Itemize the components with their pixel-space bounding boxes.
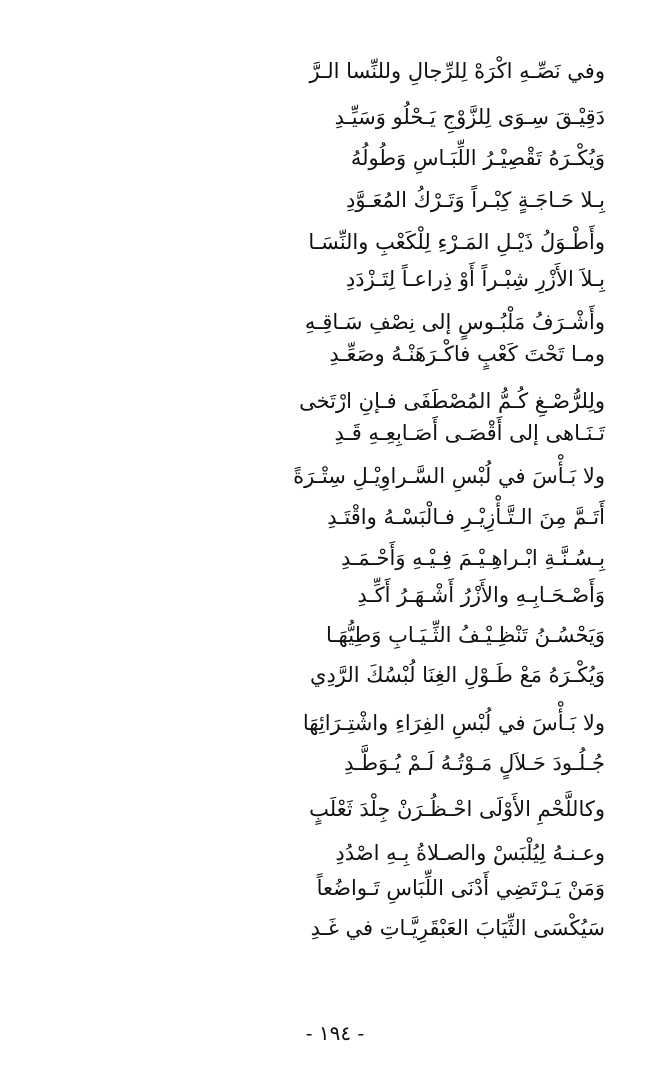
poem-line: وأَشْـرَفُ مَلْبُـوسٍ إلى نِصْفِ سَـاقِـهِ	[304, 310, 605, 334]
poem-line: وفي نَصِّـهِ اكْرَهْ لِلرِّجالِ وللنِّسا الـرَّ	[309, 59, 605, 83]
poem-line: وَيُكْـرَهُ مَعْ طَـوْلِ الغِنَا لُبْسُكَ الرَّدِي	[310, 663, 605, 687]
poem-line: وعـنـهُ لِيُلْبَسْ والصـلاةُ بِـهِ اصْدُدِ	[335, 841, 605, 865]
poem-line: دَقِيْـقَ سِـوَى لِلزَّوْجِ يَـحْلُو وَسَيِّـدِ	[334, 105, 605, 129]
poem-line: وكاللَّحْمِ الأَوْلَى احْـظُـرَنْ جِلْدَ ثَعْلَبٍ	[309, 797, 605, 821]
poem-line: تَـنَـاهى إلى أَقْصَـى أَصَـابِعِـهِ قَـدِ	[334, 421, 605, 445]
poem-line: بِـلا حَـاجَـةٍ كِبْـراً وَتَـرْكُ المُعَـوَّدِ	[346, 188, 605, 212]
poem-line: ومـا تَحْتَ كَعْبٍ فاكْـرَهَنْـهُ وصَعِّـدِ	[329, 342, 605, 366]
poem-line: سَيُكْسَى الثِّيَابَ العَبْقَرِيَّـاتِ في غَـدِ	[310, 916, 605, 940]
poem-line: بِـلاَ الأَزْرِ شِبْـراً أَوْ ذِراعـاً لِتَـزْدَدِ	[345, 267, 605, 291]
poem-line: وَمَنْ يَـرْتَضِي أَدْنَى اللِّبَاسِ تَـواضُعاً	[316, 876, 605, 900]
poem-line: وَأَصْـحَـابِـهِ والأَزْرُ أَشْـهَـرُ أَكِّـدِ	[357, 583, 605, 607]
poem-line: وَيَحْسُـنُ تَنْظِـيْـفُ الثِّـيَـابِ وَطِيُّهَـا	[325, 623, 605, 647]
page-number: - ١٩٤ -	[305, 1021, 365, 1045]
poem-line: ولا بَـأْسَ في لُبْسِ الفِرَاءِ واشْتِـرَائِهَا	[302, 711, 605, 735]
poem-line: أَتَـمَّ مِنَ الـتَّـأْزِيْـرِ فـالْبَسْـهُ واقْتَـدِ	[327, 505, 605, 529]
poem-line: ولا بَـأْسَ في لُبْسِ السَّـراوِيْـلِ سِتْـرَةً	[293, 464, 605, 488]
poem-line: بِـسُـنَّـةِ ابْـراهِـيْـمَ فِـيْـهِ وَأَحْـمَـدِ	[341, 546, 605, 570]
poem-line: وَيُكْـرَهُ تَقْصِيْـرُ اللِّبَـاسِ وَطُولُهُ	[350, 146, 605, 170]
poem-line: وأَطْـوَلُ ذَيْـلِ المَـرْءِ لِلْكَعْبِ والنِّسَـا	[308, 230, 605, 254]
poem-line: ولِلرُّصْـغِ كُـمُّ المُصْطَفَى فـإنِ ارْتَخى	[299, 389, 605, 413]
poem-line: جُـلُـودَ حَـلاَلٍ مَـوْتُـهُ لَـمْ يُـوَطَّـدِ	[344, 751, 605, 775]
